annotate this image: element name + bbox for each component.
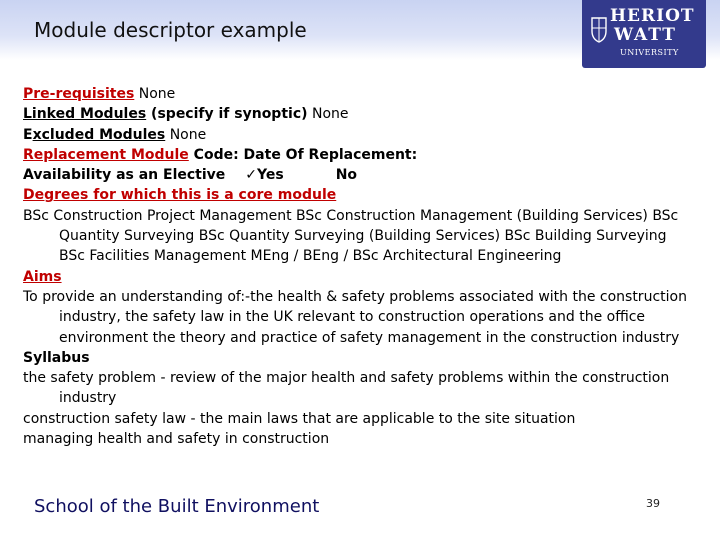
prerequisites-label: Pre-requisites <box>23 86 135 102</box>
page-number: 39 <box>646 497 660 510</box>
linked-modules-label: Linked Modules <box>23 106 147 123</box>
excluded-modules-initial: E <box>23 126 33 143</box>
logo-word-heriot: HERIOT <box>610 6 695 26</box>
elective-label: Availability as an Elective <box>23 167 226 184</box>
elective-row <box>23 165 693 185</box>
footer-school-name: School of the Built Environment <box>34 496 320 517</box>
page-title: Module descriptor example <box>34 18 307 42</box>
syllabus-item-3: managing health and safety in construction <box>23 431 330 448</box>
elective-no: No <box>335 167 358 184</box>
replacement-module-label: Replacement Module <box>23 146 189 163</box>
excluded-modules-row <box>23 125 693 145</box>
excluded-modules-label: xcluded Modules <box>32 126 166 143</box>
linked-modules-note: (specify if synoptic) <box>146 106 308 123</box>
syllabus-item-2: construction safety law - the main laws that are applicable to the site situation <box>23 410 576 427</box>
replacement-module-details: Code: Date Of Replacement: <box>188 146 418 163</box>
syllabus-item-1: the safety problem - review of the major health and safety problems within the construction industry <box>23 370 670 407</box>
logo-word-watt: WATT <box>614 25 677 45</box>
university-logo <box>582 0 706 68</box>
aims-label: Aims <box>23 268 62 285</box>
aims-heading-row <box>23 267 693 287</box>
degrees-text: BSc Construction Project Management BSc Construction Management (Building Services) BSc Quantity Surveying BSc Quantity Surveying (Building Services) BSc Building Surveying BSc Facilities Management MEng / BEng / BSc Architectural Engineering <box>23 207 679 265</box>
linked-modules-row <box>23 104 693 124</box>
prerequisites-row <box>23 84 693 104</box>
elective-yes: ✓Yes <box>245 167 284 184</box>
syllabus-label: Syllabus <box>23 349 90 366</box>
excluded-modules-value: None <box>165 126 207 143</box>
module-descriptor-body <box>23 84 693 449</box>
linked-modules-value: None <box>307 106 349 123</box>
logo-word-university: UNIVERSITY <box>620 48 679 57</box>
degrees-heading-row <box>23 185 693 205</box>
aims-text: To provide an understanding of:-the health & safety problems associated with the construction industry, the safety law in the UK relevant to construction operations and the office environment the theory and practice of safety management in the construction industry <box>23 288 687 346</box>
replacement-module-row <box>23 145 693 165</box>
prerequisites-value: None <box>134 86 176 102</box>
crest-icon <box>591 17 607 43</box>
degrees-label: Degrees for which this is a core module <box>23 187 337 204</box>
